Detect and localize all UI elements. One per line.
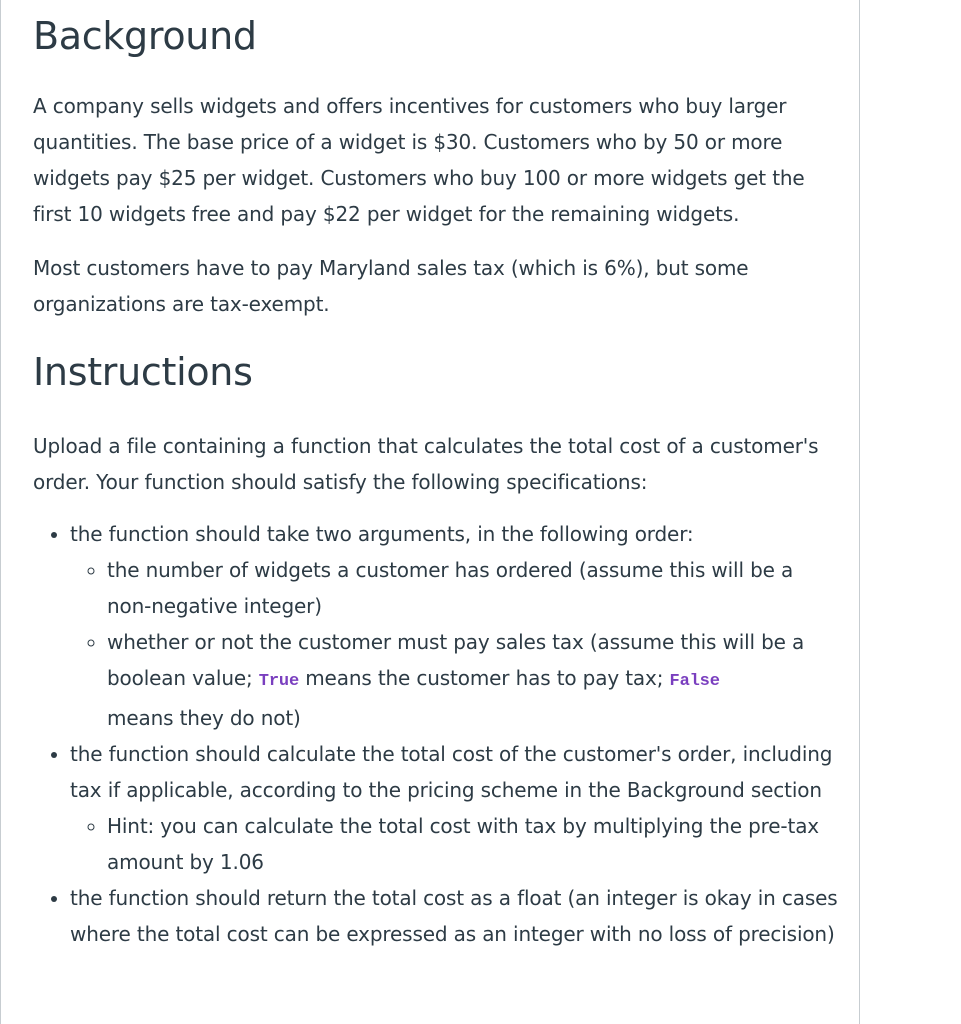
spec-item-return-text: the function should return the total cost as a float (an integer is okay in cases where the total cost can be expressed as an integer with no loss of precision) [70, 886, 838, 946]
sub-item-hint-text: Hint: you can calculate the total cost with tax by multiplying the pre-tax amount by 1.06 [107, 814, 819, 874]
sub-item-widget-count-text: the number of widgets a customer has ordered (assume this will be a non-negative integer) [107, 558, 794, 618]
spec-item-calculate [70, 736, 839, 880]
specifications-list [33, 516, 839, 952]
sub-item-sales-tax-text-1: whether or not the customer must pay sales tax (assume this will be a boolean value; [107, 630, 805, 690]
sub-item-sales-tax-text-3: means they do not) [107, 706, 301, 730]
instructions-heading: Instructions [33, 350, 253, 394]
sub-item-sales-tax [107, 624, 839, 736]
sub-item-hint [107, 808, 839, 880]
spec-item-return [70, 880, 839, 952]
code-false: False [669, 672, 720, 691]
background-paragraph-pricing: A company sells widgets and offers incentives for customers who buy larger quantities. The base price of a widget is $30. Customers who by 50 or more widgets pay $25 per widget. Customers who buy 100 or more widgets get the first 10 widgets free and pay $22 per widget for the remaining widgets. [33, 94, 805, 226]
arguments-sublist [70, 552, 839, 736]
sub-item-widget-count [107, 552, 839, 624]
spec-item-calculate-text: the function should calculate the total cost of the customer's order, including tax if applicable, according to the pricing scheme in the Background section [70, 742, 833, 802]
background-paragraph-tax: Most customers have to pay Maryland sales tax (which is 6%), but some organizations are tax-exempt. [33, 256, 749, 316]
calculate-sublist [70, 808, 839, 880]
spec-item-arguments-text: the function should take two arguments, in the following order: [70, 522, 694, 546]
background-heading: Background [33, 14, 257, 58]
sub-item-sales-tax-text-2: means the customer has to pay tax; [299, 666, 670, 690]
spec-item-arguments [70, 516, 839, 736]
code-true: True [258, 672, 300, 691]
instructions-intro: Upload a file containing a function that calculates the total cost of a customer's order. Your function should satisfy the following specifications: [33, 434, 819, 494]
